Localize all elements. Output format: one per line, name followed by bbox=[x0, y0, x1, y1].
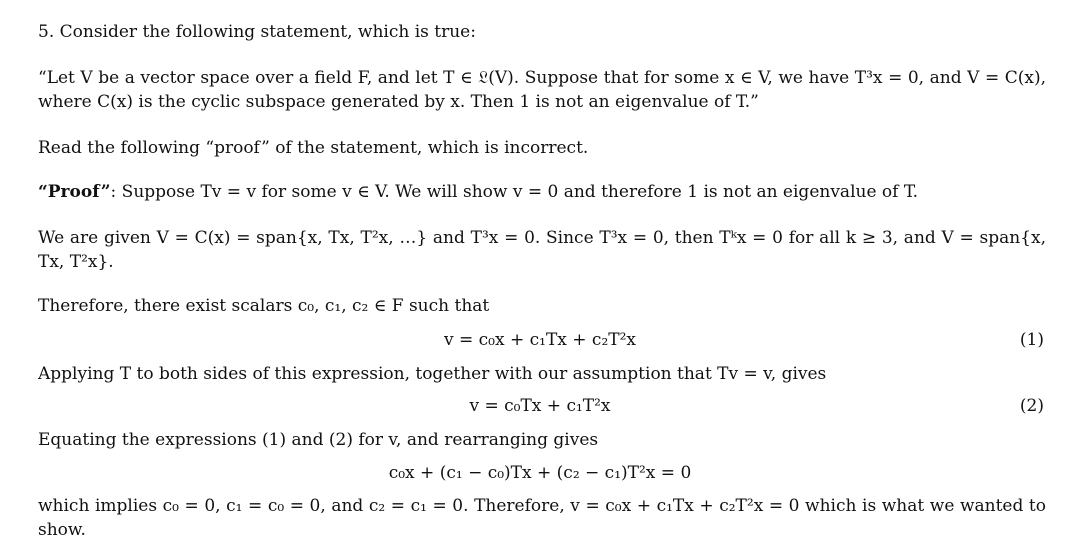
proof-label: “Proof” bbox=[38, 182, 111, 202]
equation-3: c₀x + (c₁ − c₀)Tx + (c₂ − c₁)T²x = 0 bbox=[388, 463, 692, 483]
equation-1: v = c₀x + c₁Tx + c₂T²x bbox=[443, 330, 637, 350]
equate-paragraph: Equating the expressions (1) and (2) for v, and rearranging gives bbox=[38, 430, 599, 450]
equation-2: v = c₀Tx + c₁T²x bbox=[469, 396, 611, 416]
equation-1-number: (1) bbox=[1019, 330, 1044, 350]
proof-intro-paragraph bbox=[38, 180, 1046, 204]
statement-paragraph: “Let V be a vector space over a field F, and let T ∈ 𝔏(V). Suppose that for some x ∈ V, we have T³x = 0, and V = C(x), where C(x) is the cyclic subspace generated by x. Then 1 is not an eigenvalue of T.” bbox=[38, 68, 1046, 112]
problem-heading: 5. Consider the following statement, which is true: bbox=[38, 22, 476, 42]
conclusion-paragraph: which implies c₀ = 0, c₁ = c₀ = 0, and c₂ = c₁ = 0. Therefore, v = c₀x + c₁Tx + c₂T²x = 0 which is what we wanted to show. bbox=[38, 496, 1046, 540]
equation-2-number: (2) bbox=[1019, 396, 1044, 416]
apply-paragraph: Applying T to both sides of this expression, together with our assumption that Tv = v, gives bbox=[38, 364, 827, 384]
scalars-paragraph: Therefore, there exist scalars c₀, c₁, c₂ ∈ F such that bbox=[38, 296, 490, 316]
proof-intro-text: : Suppose Tv = v for some v ∈ V. We will show v = 0 and therefore 1 is not an eigenvalue of T. bbox=[110, 182, 919, 202]
given-paragraph: We are given V = C(x) = span{x, Tx, T²x, …} and T³x = 0. Since T³x = 0, then Tᵏx = 0 for all k ≥ 3, and V = span{x, Tx, T²x}. bbox=[38, 228, 1046, 272]
instruction-paragraph: Read the following “proof” of the statement, which is incorrect. bbox=[38, 138, 589, 158]
